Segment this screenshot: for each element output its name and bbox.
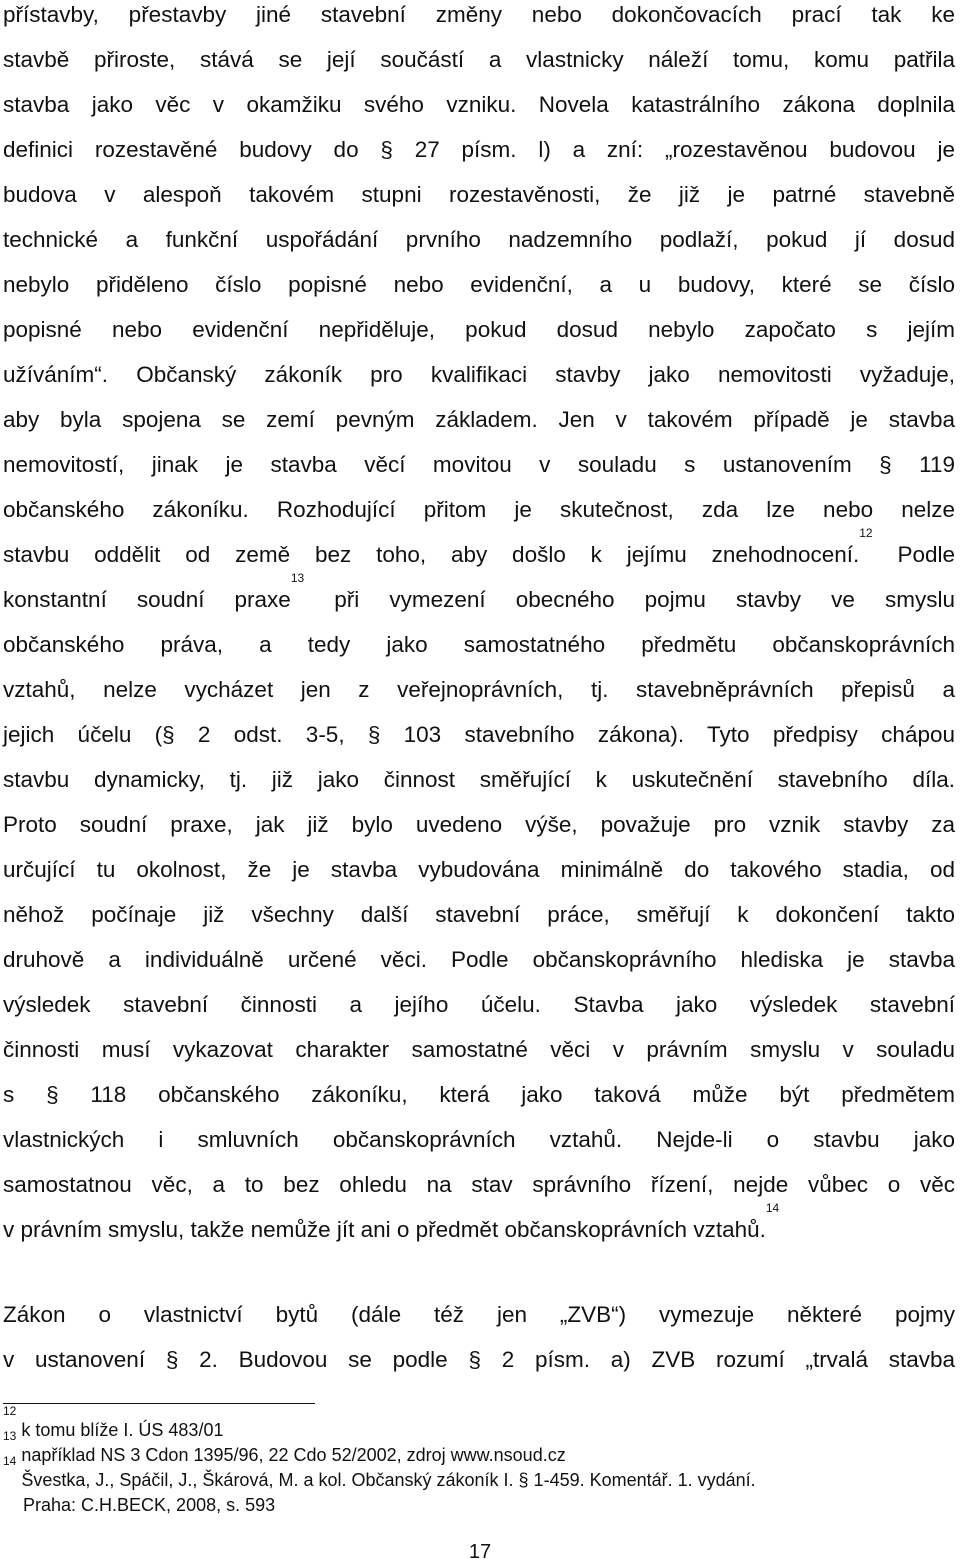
body-line: s § 118 občanského zákoníku, která jako taková může být předmětem [3,1082,955,1107]
body-line: vztahů, nelze vycházet jen z veřejnoprávních, tj. stavebněprávních přepisů a [3,677,955,702]
body-line: popisné nebo evidenční nepřiděluje, pokud dosud nebylo započato s jejím [3,317,955,342]
body-line: nemovitostí, jinak je stavba věcí movitou v souladu s ustanovením § 119 [3,452,955,477]
footnote-number: 13 [3,1429,17,1443]
body-line: Proto soudní praxe, jak již bylo uvedeno výše, považuje pro vznik stavby za [3,812,955,837]
footnote-separator [3,1403,315,1404]
body-line: činnosti musí vykazovat charakter samostatné věci v právním smyslu v souladu [3,1037,955,1062]
body-line: nebylo přiděleno číslo popisné nebo evidenční, a u budovy, které se číslo [3,272,955,297]
page-number: 17 [468,1541,492,1563]
footnote-number: 12 [3,1404,17,1418]
body-line: druhově a individuálně určené věci. Podle občanskoprávního hlediska je stavba [3,947,955,972]
body-line: určující tu okolnost, že je stavba vybudována minimálně do takového stadia, od [3,857,955,882]
body-line: občanského práva, a tedy jako samostatného předmětu občanskoprávních [3,632,955,657]
footnote-text: například NS 3 Cdon 1395/96, 22 Cdo 52/2002, zdroj www.nsoud.cz [16,1445,566,1465]
footnote-number: 14 [3,1454,17,1468]
body-line: samostatnou věc, a to bez ohledu na stav správního řízení, nejde vůbec o věc [3,1172,955,1197]
body-line: občanského zákoníku. Rozhodující přitom je skutečnost, zda lze nebo nelze [3,497,955,522]
footnote-ref-13[interactable]: 13 [290,571,305,585]
paragraph-line: v ustanovení § 2. Budovou se podle § 2 písm. a) ZVB rozumí „trvalá stavba [3,1347,955,1372]
body-line-text: v právním smyslu, takže nemůže jít ani o předmět občanskoprávních vztahů. [3,1217,766,1242]
body-line: vlastnických i smluvních občanskoprávních vztahů. Nejde-li o stavbu jako [3,1127,955,1152]
body-line-text: konstantní soudní praxe [3,587,291,612]
body-line: technické a funkční uspořádání prvního nadzemního podlaží, pokud jí dosud [3,227,955,252]
body-line: stavba jako věc v okamžiku svého vzniku. Novela katastrálního zákona doplnila [3,92,955,117]
footnote-12 [3,1404,943,1442]
body-line: jejich účelu (§ 2 odst. 3-5, § 103 stavebního zákona). Tyto předpisy chápou [3,722,955,747]
body-line: užíváním“. Občanský zákoník pro kvalifikaci stavby jako nemovitosti vyžaduje, [3,362,955,387]
body-line-text: Podle [872,542,955,567]
footnote-text: k tomu blíže I. ÚS 483/01 [16,1420,224,1440]
body-line: něhož počínaje již všechny další stavební práce, směřují k dokončení takto [3,902,955,927]
body-line: stavbě přiroste, stává se její součástí a vlastnicky náleží tomu, komu patřila [3,47,955,72]
footnote-14-continuation: Praha: C.H.BECK, 2008, s. 593 [3,1495,276,1515]
body-line: stavbu dynamicky, tj. již jako činnost směřující k uskutečnění stavebního díla. [3,767,955,792]
body-line: definici rozestavěné budovy do § 27 písm. l) a zní: „rozestavěnou budovou je [3,137,955,162]
body-line: výsledek stavební činnosti a jejího účelu. Stavba jako výsledek stavební [3,992,955,1017]
paragraph-line: Zákon o vlastnictví bytů (dále též jen „ZVB“) vymezuje některé pojmy [3,1302,955,1327]
body-line-with-footnote-ref [3,526,955,570]
body-line: přístavby, přestavby jiné stavební změny nebo dokončovacích prací tak ke [3,2,955,27]
footnote-ref-12[interactable]: 12 [859,526,873,540]
body-line-text: při vymezení obecného pojmu stavby ve smyslu [304,587,955,612]
body-line: aby byla spojena se zemí pevným základem. Jen v takovém případě je stavba [3,407,955,432]
body-line: budova v alespoň takovém stupni rozestavěnosti, že již je patrné stavebně [3,182,955,207]
body-line-text: stavbu oddělit od země bez toho, aby došlo k jejímu znehodnocení. [3,542,860,567]
body-line-with-footnote-ref [3,1201,955,1245]
footnote-text: Švestka, J., Spáčil, J., Škárová, M. a kol. Občanský zákoník I. § 1-459. Komentář. 1. vydání. [16,1470,756,1490]
footnote-ref-14[interactable]: 14 [765,1201,780,1215]
body-line-with-footnote-ref [3,571,955,615]
